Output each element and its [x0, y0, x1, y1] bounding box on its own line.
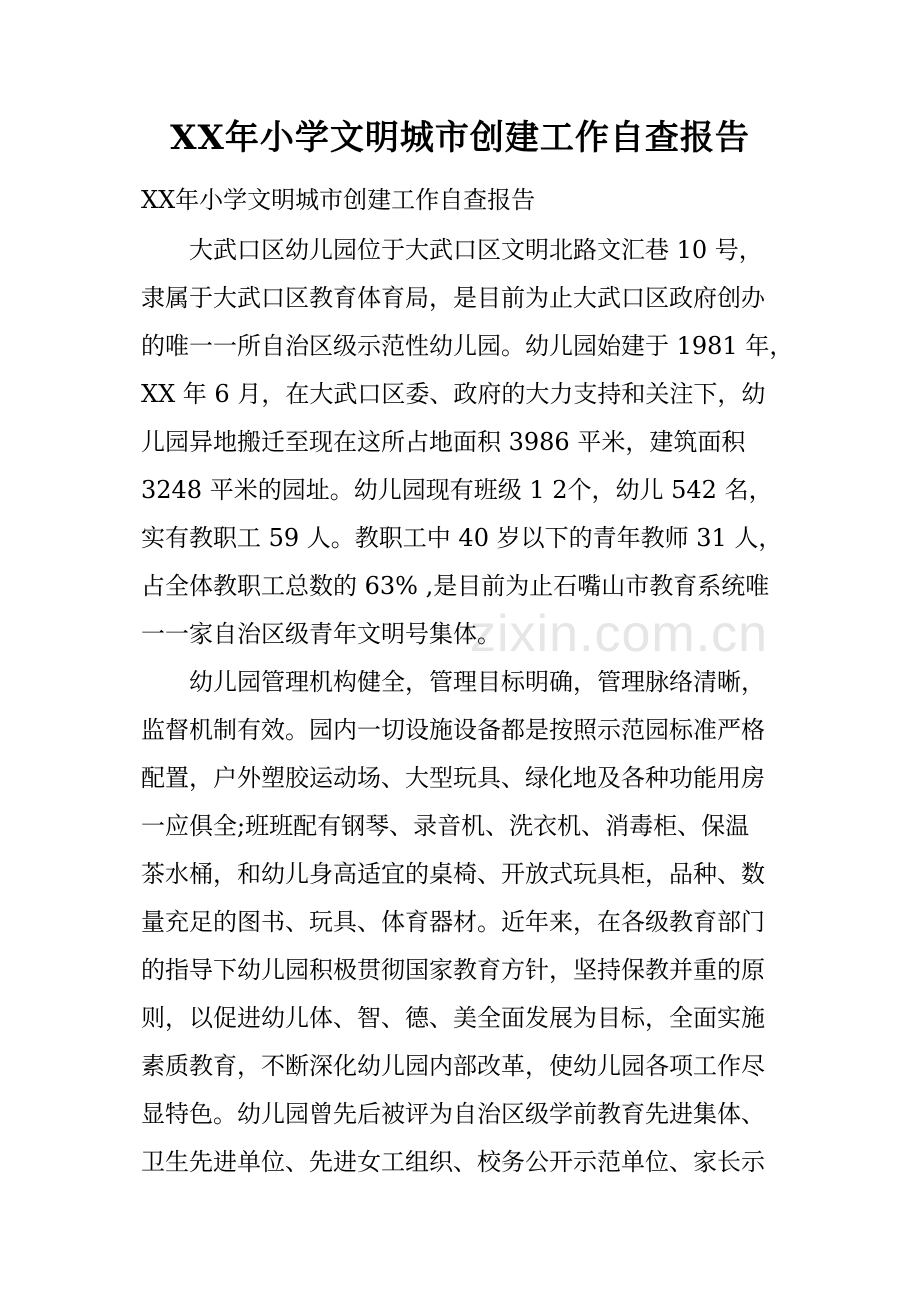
text-line: 儿园异地搬迁至现在这所占地面积 3986 平米，建筑面积 [141, 428, 746, 456]
text-line: 卫生先进单位、先进女工组织、校务公开示范单位、家长示 [141, 1148, 765, 1176]
document-title: XX年小学文明城市创建工作自查报告 [170, 118, 750, 158]
text-line: 则，以促进幼儿体、智、德、美全面发展为目标，全面实施 [141, 1004, 765, 1032]
text-line: 监督机制有效。园内一切设施设备都是按照示范园标准严格 [141, 716, 765, 744]
text-line: 幼儿园管理机构健全，管理目标明确，管理脉络清晰， [141, 668, 765, 696]
paragraph-1 [141, 226, 794, 658]
text-line: 显特色。幼儿园曾先后被评为自治区级学前教育先进集体、 [141, 1100, 765, 1128]
text-line: 一应俱全;班班配有钢琴、录音机、洗衣机、消毒柜、保温 [141, 812, 750, 840]
text-line: 配置，户外塑胶运动场、大型玩具、绿化地及各种功能用房 [141, 764, 765, 792]
text-line: 量充足的图书、玩具、体育器材。近年来，在各级教育部门 [141, 908, 765, 936]
text-line: 占全体教职工总数的 63% ,是目前为止石嘴山市教育系统唯 [141, 572, 770, 600]
text-line: 的指导下幼儿园积极贯彻国家教育方针，坚持保教并重的原 [141, 956, 765, 984]
text-line: XX 年 6 月，在大武口区委、政府的大力支持和关注下，幼 [141, 380, 766, 408]
document-subtitle: XX年小学文明城市创建工作自查报告 [141, 186, 536, 214]
text-line: 的唯一一所自治区级示范性幼儿园。幼儿园始建于 1981 年， [141, 332, 794, 360]
text-line: 茶水桶，和幼儿身高适宜的桌椅、开放式玩具柜，品种、数 [141, 860, 765, 888]
text-line: 一一家自治区级青年文明号集体。 [141, 620, 501, 648]
text-line: 3248 平米的园址。幼儿园现有班级 1 2个，幼儿 542 名， [141, 476, 773, 504]
text-line: 隶属于大武口区教育体育局，是目前为止大武口区政府创办 [141, 284, 765, 312]
text-line: 素质教育，不断深化幼儿园内部改革，使幼儿园各项工作尽 [141, 1052, 765, 1080]
text-line: 实有教职工 59 人。教职工中 40 岁以下的青年教师 31 人， [141, 524, 783, 552]
watermark: zixin.com.cn [470, 605, 769, 663]
text-line: 大武口区幼儿园位于大武口区文明北路文汇巷 10 号， [141, 236, 763, 264]
paragraph-2 [141, 658, 791, 1186]
